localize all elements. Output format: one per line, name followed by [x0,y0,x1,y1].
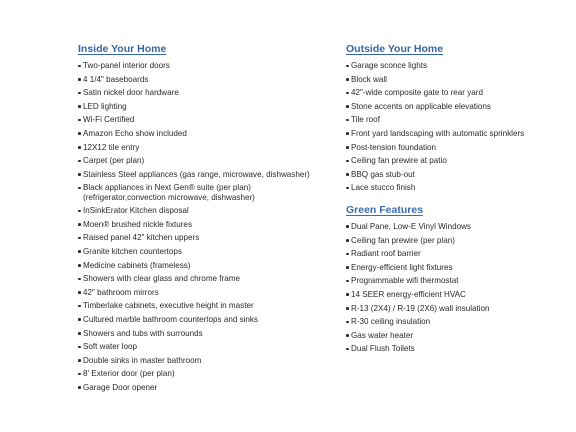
list-item: Medicine cabinets (frameless) [78,259,338,273]
cropped-title-banner [0,0,576,10]
list-item: 12X12 tile entry [78,141,338,155]
list-item: 42" bathroom mirrors [78,286,338,300]
list-item: R-30 ceiling insulation [346,315,568,329]
list-item: Showers and tubs with surrounds [78,327,338,341]
list-item: Moen® brushed nickle fixtures [78,218,338,232]
list-item: 42"-wide composite gate to rear yard [346,86,568,100]
list-item: Programmable wifi thermostat [346,274,568,288]
list-item: Radiant roof barrier [346,247,568,261]
list-item: LED lighting [78,100,338,114]
list-item: 8' Exterior door (per plan) [78,367,338,381]
list-item: Gas water heater [346,329,568,343]
list-item: Stainless Steel appliances (gas range, microwave, dishwasher) [78,168,338,182]
inside-features-list [78,59,338,394]
list-item: Dual Flush Toilets [346,342,568,356]
list-item: Wi-Fi Certified [78,113,338,127]
list-item: 14 SEER energy-efficient HVAC [346,288,568,302]
list-item: BBQ gas stub-out [346,168,568,182]
list-item: 4 1/4" baseboards [78,73,338,87]
list-item: Granite kitchen countertops [78,245,338,259]
list-item: Ceiling fan prewire (per plan) [346,234,568,248]
list-item: Garage Door opener [78,381,338,395]
outside-your-home-heading: Outside Your Home [346,43,444,55]
list-item: Two-panel interior doors [78,59,338,73]
inside-features-column [78,42,338,394]
list-item: Double sinks in master bathroom [78,354,338,368]
list-item: Garage sconce lights [346,59,568,73]
outside-and-green-column [346,42,568,356]
list-item: Raised panel 42" kitchen uppers [78,231,338,245]
list-item: Soft water loop [78,340,338,354]
list-item: Block wall [346,73,568,87]
inside-your-home-heading: Inside Your Home [78,43,167,55]
list-item: Dual Pane, Low-E Vinyl Windows [346,220,568,234]
list-item: Front yard landscaping with automatic sprinklers [346,127,568,141]
list-item: Stone accents on applicable elevations [346,100,568,114]
list-item: R-13 (2X4) / R-19 (2X6) wall insulation [346,302,568,316]
green-features-heading: Green Features [346,203,424,216]
list-item: InSinkErator Kitchen disposal [78,204,338,218]
list-item: Tile roof [346,113,568,127]
list-item: Satin nickel door hardware [78,86,338,100]
list-item: Carpet (per plan) [78,154,338,168]
list-item: Showers with clear glass and chrome frame [78,272,338,286]
list-item: Post-tension foundation [346,141,568,155]
list-item: Cultured marble bathroom countertops and sinks [78,313,338,327]
list-item: Ceiling fan prewire at patio [346,154,568,168]
list-item: Timberlake cabinets, executive height in master [78,299,338,313]
list-item: Amazon Echo show included [78,127,338,141]
green-features-list [346,220,568,356]
outside-features-list [346,59,568,195]
list-item: Lace stucco finish [346,181,568,195]
list-item: Black appliances in Next Gen® suite (per plan)(refrigerator,convection microwave, dishwasher) [78,181,273,204]
list-item: Energy-efficient light fixtures [346,261,568,275]
